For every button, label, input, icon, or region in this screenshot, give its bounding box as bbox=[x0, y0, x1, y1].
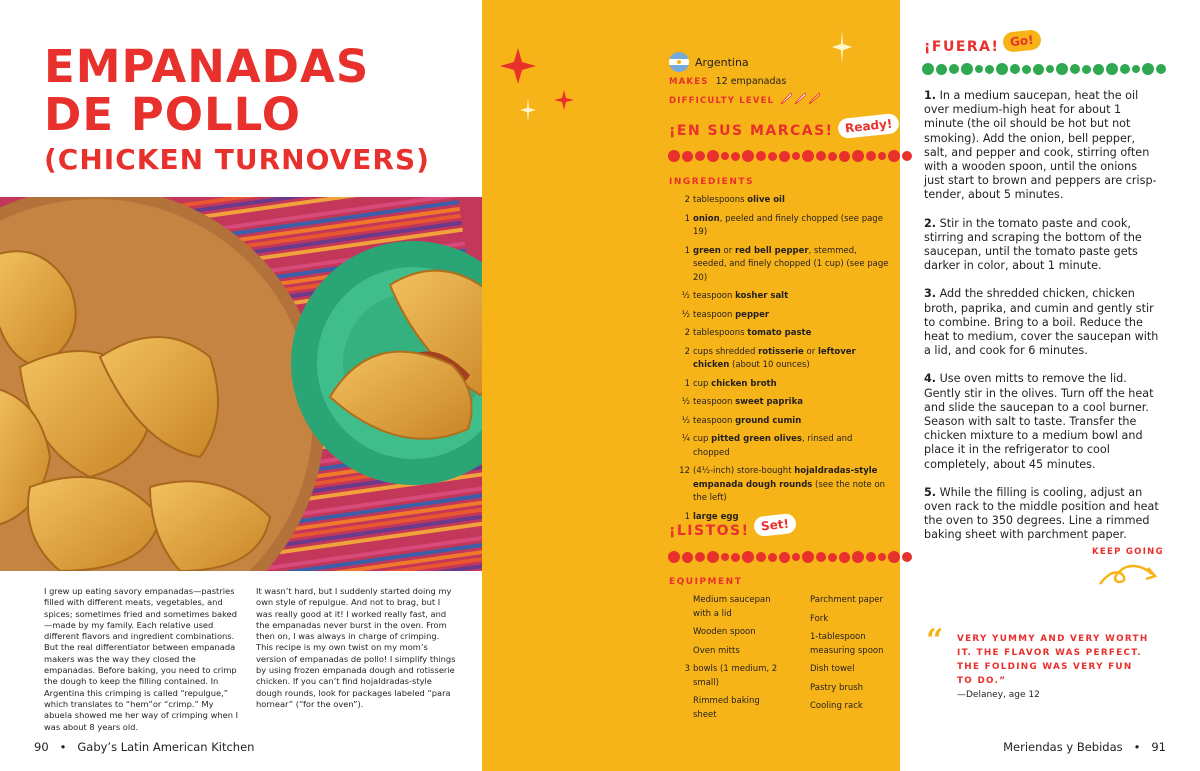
ingredient-text bbox=[693, 309, 890, 323]
ingredient-text bbox=[693, 245, 890, 286]
ingredient-name: leftover chicken bbox=[693, 346, 856, 370]
quote-mark-icon: “ bbox=[926, 623, 944, 658]
equipment-list-1 bbox=[668, 594, 780, 727]
decorative-dot bbox=[768, 553, 777, 562]
instruction-step bbox=[924, 287, 1160, 358]
equipment-item bbox=[810, 663, 894, 677]
ingredient-text bbox=[693, 396, 890, 410]
decorative-dot bbox=[1046, 65, 1054, 73]
ingredient-qty: ½ bbox=[681, 291, 690, 301]
ingredient-qty: ½ bbox=[681, 415, 690, 426]
ingredient-item bbox=[668, 194, 890, 208]
difficulty-knives bbox=[778, 92, 820, 109]
section-set-title: ¡LISTOS! bbox=[669, 523, 750, 539]
decorative-dot bbox=[792, 553, 800, 561]
ingredient-name: green bbox=[693, 245, 721, 256]
equipment-qty bbox=[668, 645, 693, 659]
decorative-dot bbox=[695, 552, 705, 562]
decorative-dot bbox=[878, 553, 886, 561]
ingredient-name: pepper bbox=[735, 309, 770, 320]
ingredient-detail: tablespoons bbox=[693, 328, 748, 338]
decorative-dot bbox=[1010, 64, 1020, 74]
equipment-text: 1-tablespoon measuring spoon bbox=[810, 632, 884, 656]
section-set-dots bbox=[668, 551, 914, 563]
difficulty-row bbox=[669, 92, 820, 109]
set-bubble: Set! bbox=[753, 513, 797, 537]
step-number: 2. bbox=[924, 216, 937, 230]
decorative-dot bbox=[1082, 65, 1091, 74]
knife-icon bbox=[807, 92, 820, 106]
decorative-dot bbox=[949, 64, 959, 74]
empanadas-photo bbox=[0, 197, 482, 571]
decorative-dot bbox=[742, 150, 754, 162]
instruction-step bbox=[924, 89, 1160, 203]
ingredients-list bbox=[668, 194, 890, 529]
section-title: Meriendas y Bebidas bbox=[1003, 740, 1123, 754]
ingredient-text bbox=[693, 213, 890, 240]
ingredient-detail: cup bbox=[693, 378, 712, 389]
decorative-dot bbox=[888, 551, 900, 563]
equipment-qty bbox=[668, 594, 693, 621]
ingredient-item bbox=[668, 309, 890, 323]
decorative-dot bbox=[731, 553, 740, 562]
decorative-dot bbox=[961, 63, 973, 75]
equipment-text: Dish towel bbox=[810, 664, 855, 674]
ingredient-detail: teaspoon bbox=[693, 309, 736, 320]
ingredient-item bbox=[668, 415, 890, 429]
ingredient-item bbox=[668, 465, 890, 506]
ingredient-name: onion bbox=[693, 213, 720, 224]
equipment-item bbox=[810, 613, 894, 627]
decorative-dot bbox=[721, 553, 729, 561]
decorative-dot bbox=[1120, 64, 1130, 74]
decorative-dot bbox=[1033, 64, 1044, 75]
decorative-dot bbox=[731, 152, 740, 161]
decorative-dot bbox=[828, 152, 837, 161]
decorative-dot bbox=[1142, 63, 1154, 75]
ingredient-item bbox=[668, 213, 890, 240]
ready-bubble: Ready! bbox=[837, 113, 900, 139]
ingredient-text bbox=[693, 378, 890, 392]
equipment-qty bbox=[668, 695, 693, 722]
decorative-dot bbox=[779, 151, 790, 162]
section-ready-header bbox=[669, 116, 899, 139]
equipment-text: Pastry brush bbox=[810, 682, 864, 693]
ingredient-name: kosher salt bbox=[735, 291, 789, 301]
ingredients-label: INGREDIENTS bbox=[669, 177, 754, 187]
ingredient-name: pitted green olives bbox=[711, 434, 802, 444]
ingredient-item bbox=[668, 396, 890, 410]
decorative-dot bbox=[936, 64, 947, 75]
ingredient-qty: 1 bbox=[684, 213, 690, 224]
ingredient-name: sweet paprika bbox=[735, 397, 803, 407]
ingredient-item bbox=[668, 346, 890, 373]
decorative-dot bbox=[742, 551, 754, 563]
decorative-dot bbox=[975, 65, 983, 73]
equipment-text: bowls (1 medium, 2 small) bbox=[693, 664, 778, 688]
section-ready-dots bbox=[668, 150, 914, 162]
equipment-item bbox=[810, 594, 894, 608]
page-number-left: 90 bbox=[34, 740, 49, 754]
decorative-dot bbox=[985, 65, 994, 74]
ingredient-detail: (about 10 ounces) bbox=[729, 360, 810, 370]
equipment-text: Oven mitts bbox=[693, 645, 740, 656]
step-text: While the filling is cooling, adjust an oven rack to the middle position and heat the oven to 350 degrees. Line a rimmed baking sheet with parchment paper. bbox=[924, 485, 1159, 542]
equipment-item bbox=[668, 663, 780, 690]
decorative-dot bbox=[866, 151, 876, 161]
ingredient-text bbox=[693, 433, 890, 460]
ingredient-text bbox=[693, 346, 890, 373]
step-number: 3. bbox=[924, 287, 937, 301]
sparkle-icon bbox=[500, 48, 536, 84]
decorative-dot bbox=[695, 151, 705, 161]
decorative-dot bbox=[721, 152, 729, 160]
ingredient-name: rotisserie bbox=[758, 346, 804, 357]
ingredient-qty: 1 bbox=[684, 245, 690, 256]
ingredient-item bbox=[668, 245, 890, 286]
argentina-flag-icon bbox=[669, 52, 689, 72]
ingredient-detail: , peeled and finely chopped (see page 19) bbox=[693, 213, 883, 237]
section-go-title: ¡FUERA! bbox=[924, 39, 1000, 55]
decorative-dot bbox=[852, 551, 864, 563]
step-number: 5. bbox=[924, 485, 937, 499]
ingredient-item bbox=[668, 433, 890, 460]
intro-text-column-1: I grew up eating savory empanadas—pastries filled with different meats, vegetables, and spices; sometimes fried and sometimes baked—made by my family. Each relative used different flavors and ingredient combinations. But the real differentiator between empanada makers was the way they closed the empanadas. Before baking, you need to crimp the dough to keep the filling contained. In Argentina this crimping is called “repulgue,” which translates to “hem”or “crimp.” My abuela showed me her way of crimping when I was about 8 years old. bbox=[44, 586, 239, 732]
ingredient-name: chicken broth bbox=[711, 378, 777, 389]
recipe-title-line1: EMPANADAS bbox=[44, 40, 370, 93]
decorative-dot bbox=[888, 150, 900, 162]
section-ready-title: ¡EN SUS MARCAS! bbox=[669, 123, 834, 139]
footer-bullet: • bbox=[52, 740, 74, 754]
ingredient-item bbox=[668, 378, 890, 392]
country-name: Argentina bbox=[695, 55, 749, 69]
ingredient-name: red bell pepper bbox=[734, 245, 809, 256]
equipment-text: Cooling rack bbox=[810, 701, 863, 711]
ingredient-qty: 2 bbox=[684, 346, 690, 357]
equipment-item bbox=[668, 594, 780, 621]
instruction-step bbox=[924, 217, 1160, 274]
section-go-dots bbox=[922, 63, 1168, 75]
equipment-item bbox=[810, 682, 894, 696]
ingredient-detail: tablespoons bbox=[693, 195, 748, 205]
ingredient-detail: , stemmed, seeded, and finely chopped (1 cup) (see page 20) bbox=[693, 245, 889, 283]
ingredient-name: tomato paste bbox=[747, 328, 812, 338]
decorative-dot bbox=[839, 151, 850, 162]
ingredient-name: ground cumin bbox=[735, 415, 802, 426]
instruction-steps bbox=[924, 89, 1160, 557]
yield-row bbox=[669, 76, 786, 87]
keep-going-label: KEEP GOING bbox=[1092, 547, 1164, 557]
decorative-dot bbox=[792, 152, 800, 160]
footer-left bbox=[34, 740, 254, 754]
equipment-label: EQUIPMENT bbox=[669, 577, 743, 587]
ingredient-text bbox=[693, 415, 890, 429]
ingredient-detail: or bbox=[720, 245, 735, 256]
equipment-item bbox=[810, 700, 894, 714]
decorative-dot bbox=[1093, 64, 1104, 75]
equipment-list-2 bbox=[810, 594, 894, 719]
knife-icon bbox=[779, 92, 792, 106]
ingredient-detail: , rinsed and chopped bbox=[693, 434, 853, 458]
ingredient-detail: teaspoon bbox=[693, 397, 736, 407]
step-number: 4. bbox=[924, 372, 937, 386]
step-number: 1. bbox=[924, 89, 937, 102]
recipe-subtitle: (CHICKEN TURNOVERS) bbox=[44, 143, 430, 176]
kid-quote: VERY YUMMY AND VERY WORTH IT. THE FLAVOR WAS PERFECT. THE FOLDING WAS VERY FUN TO DO.” bbox=[957, 634, 1149, 686]
instruction-step bbox=[924, 372, 1160, 471]
decorative-dot bbox=[1106, 63, 1118, 75]
decorative-dot bbox=[682, 552, 693, 563]
difficulty-label: DIFFICULTY LEVEL bbox=[669, 95, 775, 106]
ingredient-detail: or bbox=[803, 346, 818, 357]
decorative-dot bbox=[866, 552, 876, 562]
book-title: Gaby’s Latin American Kitchen bbox=[77, 740, 255, 754]
sparkle-icon bbox=[520, 98, 536, 122]
ingredient-qty: ¼ bbox=[681, 434, 690, 444]
ingredient-qty: ½ bbox=[681, 309, 690, 320]
decorative-dot bbox=[816, 151, 826, 161]
go-bubble: Go! bbox=[1002, 29, 1041, 53]
decorative-dot bbox=[996, 63, 1008, 75]
equipment-item bbox=[810, 631, 894, 658]
equipment-text: Parchment paper bbox=[810, 595, 883, 605]
decorative-dot bbox=[682, 151, 693, 162]
decorative-dot bbox=[1132, 65, 1140, 73]
decorative-dot bbox=[779, 552, 790, 563]
recipe-title-line2: DE POLLO bbox=[44, 88, 301, 141]
decorative-dot bbox=[1070, 64, 1080, 74]
ingredient-text bbox=[693, 290, 890, 304]
ingredient-text bbox=[693, 465, 890, 506]
ingredient-qty: 1 bbox=[684, 378, 690, 389]
decorative-dot bbox=[828, 553, 837, 562]
decorative-dot bbox=[756, 552, 766, 562]
equipment-text: Fork bbox=[810, 613, 829, 624]
decorative-dot bbox=[768, 152, 777, 161]
decorative-dot bbox=[707, 551, 719, 563]
sparkle-icon bbox=[554, 90, 574, 110]
equipment-qty bbox=[668, 626, 693, 640]
equipment-item bbox=[668, 626, 780, 640]
decorative-dot bbox=[902, 151, 912, 161]
decorative-dot bbox=[922, 63, 934, 75]
decorative-dot bbox=[852, 150, 864, 162]
equipment-text: Medium saucepan with a lid bbox=[693, 595, 771, 619]
ingredient-name: hojaldradas-style empanada dough rounds bbox=[693, 466, 878, 490]
step-text: Stir in the tomato paste and cook, stirring and scraping the bottom of the saucepan, until the tomato paste gets darker in color, about 1 minute. bbox=[924, 216, 1142, 273]
ingredient-detail: cup bbox=[693, 434, 712, 444]
ingredient-qty: 1 bbox=[684, 511, 690, 522]
equipment-text: Rimmed baking sheet bbox=[693, 696, 760, 720]
decorative-dot bbox=[802, 551, 814, 563]
ingredient-text bbox=[693, 327, 890, 341]
ingredient-qty: 2 bbox=[684, 195, 690, 205]
makes-value: 12 empanadas bbox=[715, 76, 787, 87]
decorative-dot bbox=[756, 151, 766, 161]
ingredient-detail: (4½-inch) store-bought bbox=[693, 466, 795, 476]
ingredient-name: large egg bbox=[693, 511, 739, 522]
ingredient-detail: (see the note on the left) bbox=[693, 479, 886, 503]
page-number-right: 91 bbox=[1151, 740, 1166, 754]
section-go-header bbox=[924, 32, 1041, 55]
ingredient-item bbox=[668, 327, 890, 341]
decorative-dot bbox=[902, 552, 912, 562]
instruction-step bbox=[924, 486, 1160, 543]
decorative-dot bbox=[802, 150, 814, 162]
ingredient-qty: 12 bbox=[679, 466, 690, 476]
decorative-dot bbox=[668, 150, 680, 162]
ingredient-detail: teaspoon bbox=[693, 291, 736, 301]
ingredient-qty: ½ bbox=[681, 397, 690, 407]
ingredient-detail: cups shredded bbox=[693, 346, 759, 357]
decorative-dot bbox=[839, 552, 850, 563]
equipment-qty: 3 bbox=[684, 664, 690, 674]
step-text: Add the shredded chicken, chicken broth, paprika, and cumin and gently stir to combine. Bring to a boil. Reduce the heat to medium, cover the saucepan with a lid, and cook for 6 minutes. bbox=[924, 287, 1159, 358]
ingredient-detail: teaspoon bbox=[693, 415, 736, 426]
step-text: Use oven mitts to remove the lid. Gently stir in the olives. Turn off the heat and slide the saucepan to a cool burner. Season with salt to taste. Transfer the chicken mixture to a medium bowl and place it in the refrigerator to cool completely, about 45 minutes. bbox=[924, 372, 1154, 471]
equipment-text: Wooden spoon bbox=[693, 627, 756, 637]
decorative-dot bbox=[816, 552, 826, 562]
footer-bullet: • bbox=[1126, 740, 1148, 754]
equipment-item bbox=[668, 645, 780, 659]
ingredient-item bbox=[668, 290, 890, 304]
sparkle-icon bbox=[832, 30, 852, 64]
decorative-dot bbox=[707, 150, 719, 162]
equipment-item bbox=[668, 695, 780, 722]
knife-icon bbox=[793, 92, 806, 106]
intro-text-column-2: It wasn’t hard, but I suddenly started doing my own style of repulgue. And not to brag, but I was really good at it! I worked really fast, and the empanadas never burst in the oven. From then on, I was always in charge of crimping. This recipe is my own twist on my mom’s version of empanadas de pollo! I simplify things by using frozen empanada dough and rotisserie chicken. If you can’t find hojaldradas-style dough rounds, look for packages labeled “para hornear” (“for the oven”). bbox=[256, 586, 456, 709]
step-text: In a medium saucepan, heat the oil over medium-high heat for about 1 minute (the oil should be hot but not smoking). Add the onion, bell pepper, salt, and pepper and cook, stirring often with a wooden spoon, until the onions just start to brown and peppers are crisp-tender, about 5 minutes. bbox=[924, 89, 1157, 202]
footer-right bbox=[1003, 740, 1166, 754]
makes-label: MAKES bbox=[669, 77, 709, 87]
quote-attribution: —Delaney, age 12 bbox=[957, 690, 1040, 700]
ingredient-qty: 2 bbox=[684, 328, 690, 338]
ingredient-text bbox=[693, 194, 890, 208]
decorative-dot bbox=[1056, 63, 1068, 75]
decorative-dot bbox=[668, 551, 680, 563]
decorative-dot bbox=[878, 152, 886, 160]
country-row bbox=[669, 52, 749, 72]
ingredient-name: olive oil bbox=[747, 195, 785, 205]
curly-arrow-icon bbox=[1098, 560, 1160, 588]
decorative-dot bbox=[1022, 65, 1031, 74]
decorative-dot bbox=[1156, 64, 1166, 74]
